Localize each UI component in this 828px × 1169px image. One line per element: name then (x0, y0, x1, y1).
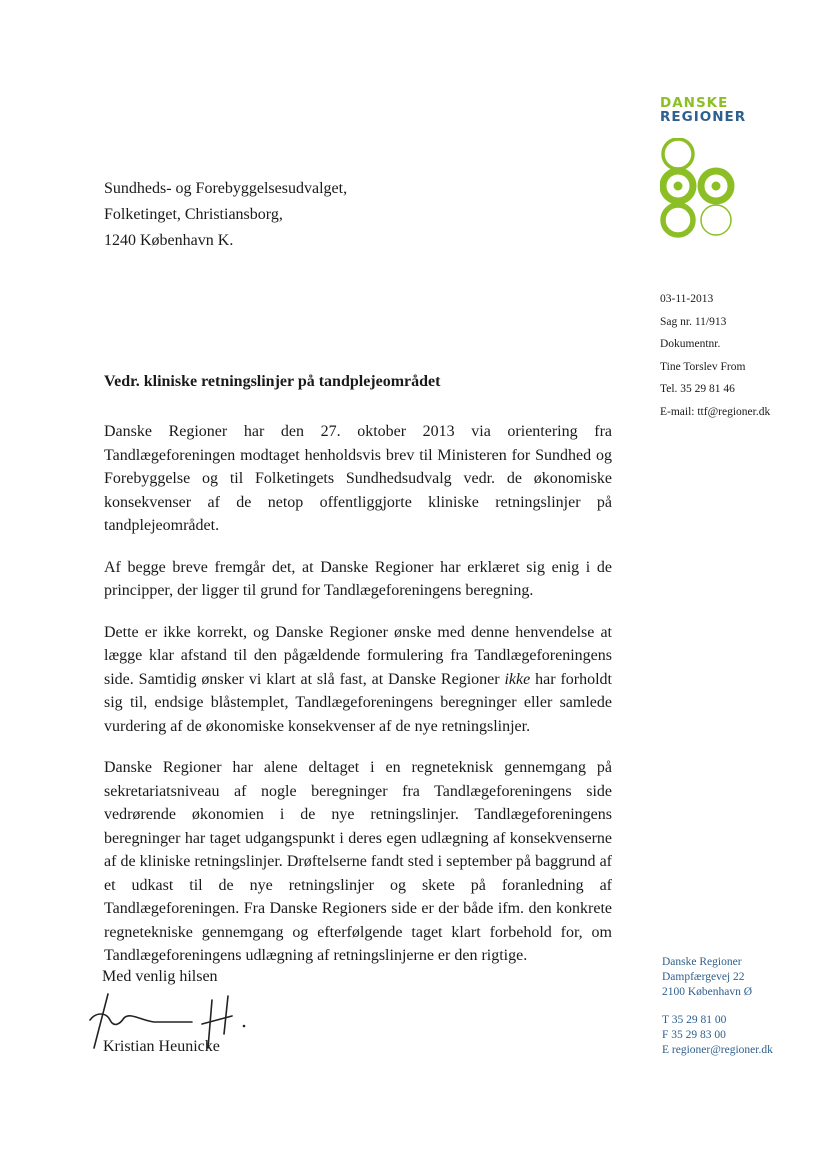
footer-spacer (662, 1000, 773, 1013)
ring-bottom-right (701, 205, 731, 235)
footer-org: Danske Regioner (662, 956, 742, 968)
logo-rings-icon (660, 138, 740, 244)
recipient-address (104, 176, 347, 254)
danske-regioner-logo (660, 96, 760, 124)
ring-mid-right-core (712, 182, 721, 191)
recipient-line: Folketinget, Christiansborg, (104, 206, 283, 223)
document-number: Dokumentnr. (660, 338, 721, 350)
footer-email: E regioner@regioner.dk (662, 1044, 773, 1056)
body-paragraph (104, 621, 612, 739)
body-paragraph: Af begge breve fremgår det, at Danske Regioner har erklæret sig enig i de principper, der ligger til grund for Tandlægeforeningens beregning. (104, 558, 612, 599)
footer-phone: T 35 29 81 00 (662, 1014, 727, 1026)
case-number: Sag nr. 11/913 (660, 315, 727, 328)
ring-mid-left-core (674, 182, 683, 191)
logo-text-line1: DANSKE (660, 95, 729, 111)
recipient-line: 1240 København K. (104, 232, 234, 249)
footer-street: Dampfærgevej 22 (662, 971, 745, 983)
ring-bottom-left (663, 205, 693, 235)
emphasis-text: ikke (504, 670, 531, 688)
recipient-line: Sundheds- og Forebyggelsesudvalget, (104, 180, 348, 197)
letter-date: 03-11-2013 (660, 293, 714, 305)
letter-subject: Vedr. kliniske retningslinjer på tandplejeområdet (104, 373, 441, 390)
footer-fax: F 35 29 83 00 (662, 1029, 726, 1041)
logo-text-line2: REGIONER (660, 109, 747, 125)
paragraph-text: har forholdt sig til, endsige blåstemplet, Tandlægeforeningens beregninger eller samlede vurdering af de økonomiske konsekvenser af de nye retningslinjer. (104, 670, 612, 735)
letter-body (104, 420, 612, 986)
footer-city: 2100 København Ø (662, 986, 753, 998)
contact-name: Tine Torslev From (660, 360, 746, 373)
ring-top (663, 139, 693, 169)
signer-name: Kristian Heunicke (103, 1038, 220, 1055)
contact-email: E-mail: ttf@regioner.dk (660, 405, 771, 418)
letter-meta (660, 288, 770, 423)
body-paragraph: Danske Regioner har den 27. oktober 2013 via orientering fra Tandlægeforeningen modtaget henholdsvis brev til Ministeren for Sundhed og Forebyggelse og til Folketingets Sundhedsudvalg vedr. de økonomiske konsekvenser af de netop offentliggjorte kliniske retningslinjer på tandplejeområdet. (104, 423, 612, 534)
paragraph-text: Dette er ikke korrekt, og Danske Regioner ønske med denne henvendelse at lægge klar afstand til den pågældende formulering fra Tandlægeforeningens side. Samtidig ønsker vi klart at slå fast, at Danske Regioner (104, 623, 612, 688)
closing-salutation: Med venlig hilsen (102, 968, 218, 985)
contact-phone: Tel. 35 29 81 46 (660, 383, 735, 395)
footer-contact (662, 955, 773, 1058)
body-paragraph: Danske Regioner har alene deltaget i en regneteknisk gennemgang på sekretariatsniveau af nogle beregninger fra Tandlægeforeningens side vedrørende økonomien i de nye retningslinjer. Tandlægeforeningens beregninger har taget udgangspunkt i deres egen udlægning af konsekvenserne af de kliniske retningslinjer. Drøftelserne fandt sted i september på baggrund af et udkast til de nye retningslinjer og skete på foranledning af Tandlægeforeningen. Fra Danske Regioners side er der både ifm. den konkrete regnetekniske gennemgang og efterfølgende taget klart forbehold for, om Tandlægeforeningens udlægning af retningslinjerne er den rigtige. (104, 759, 612, 964)
